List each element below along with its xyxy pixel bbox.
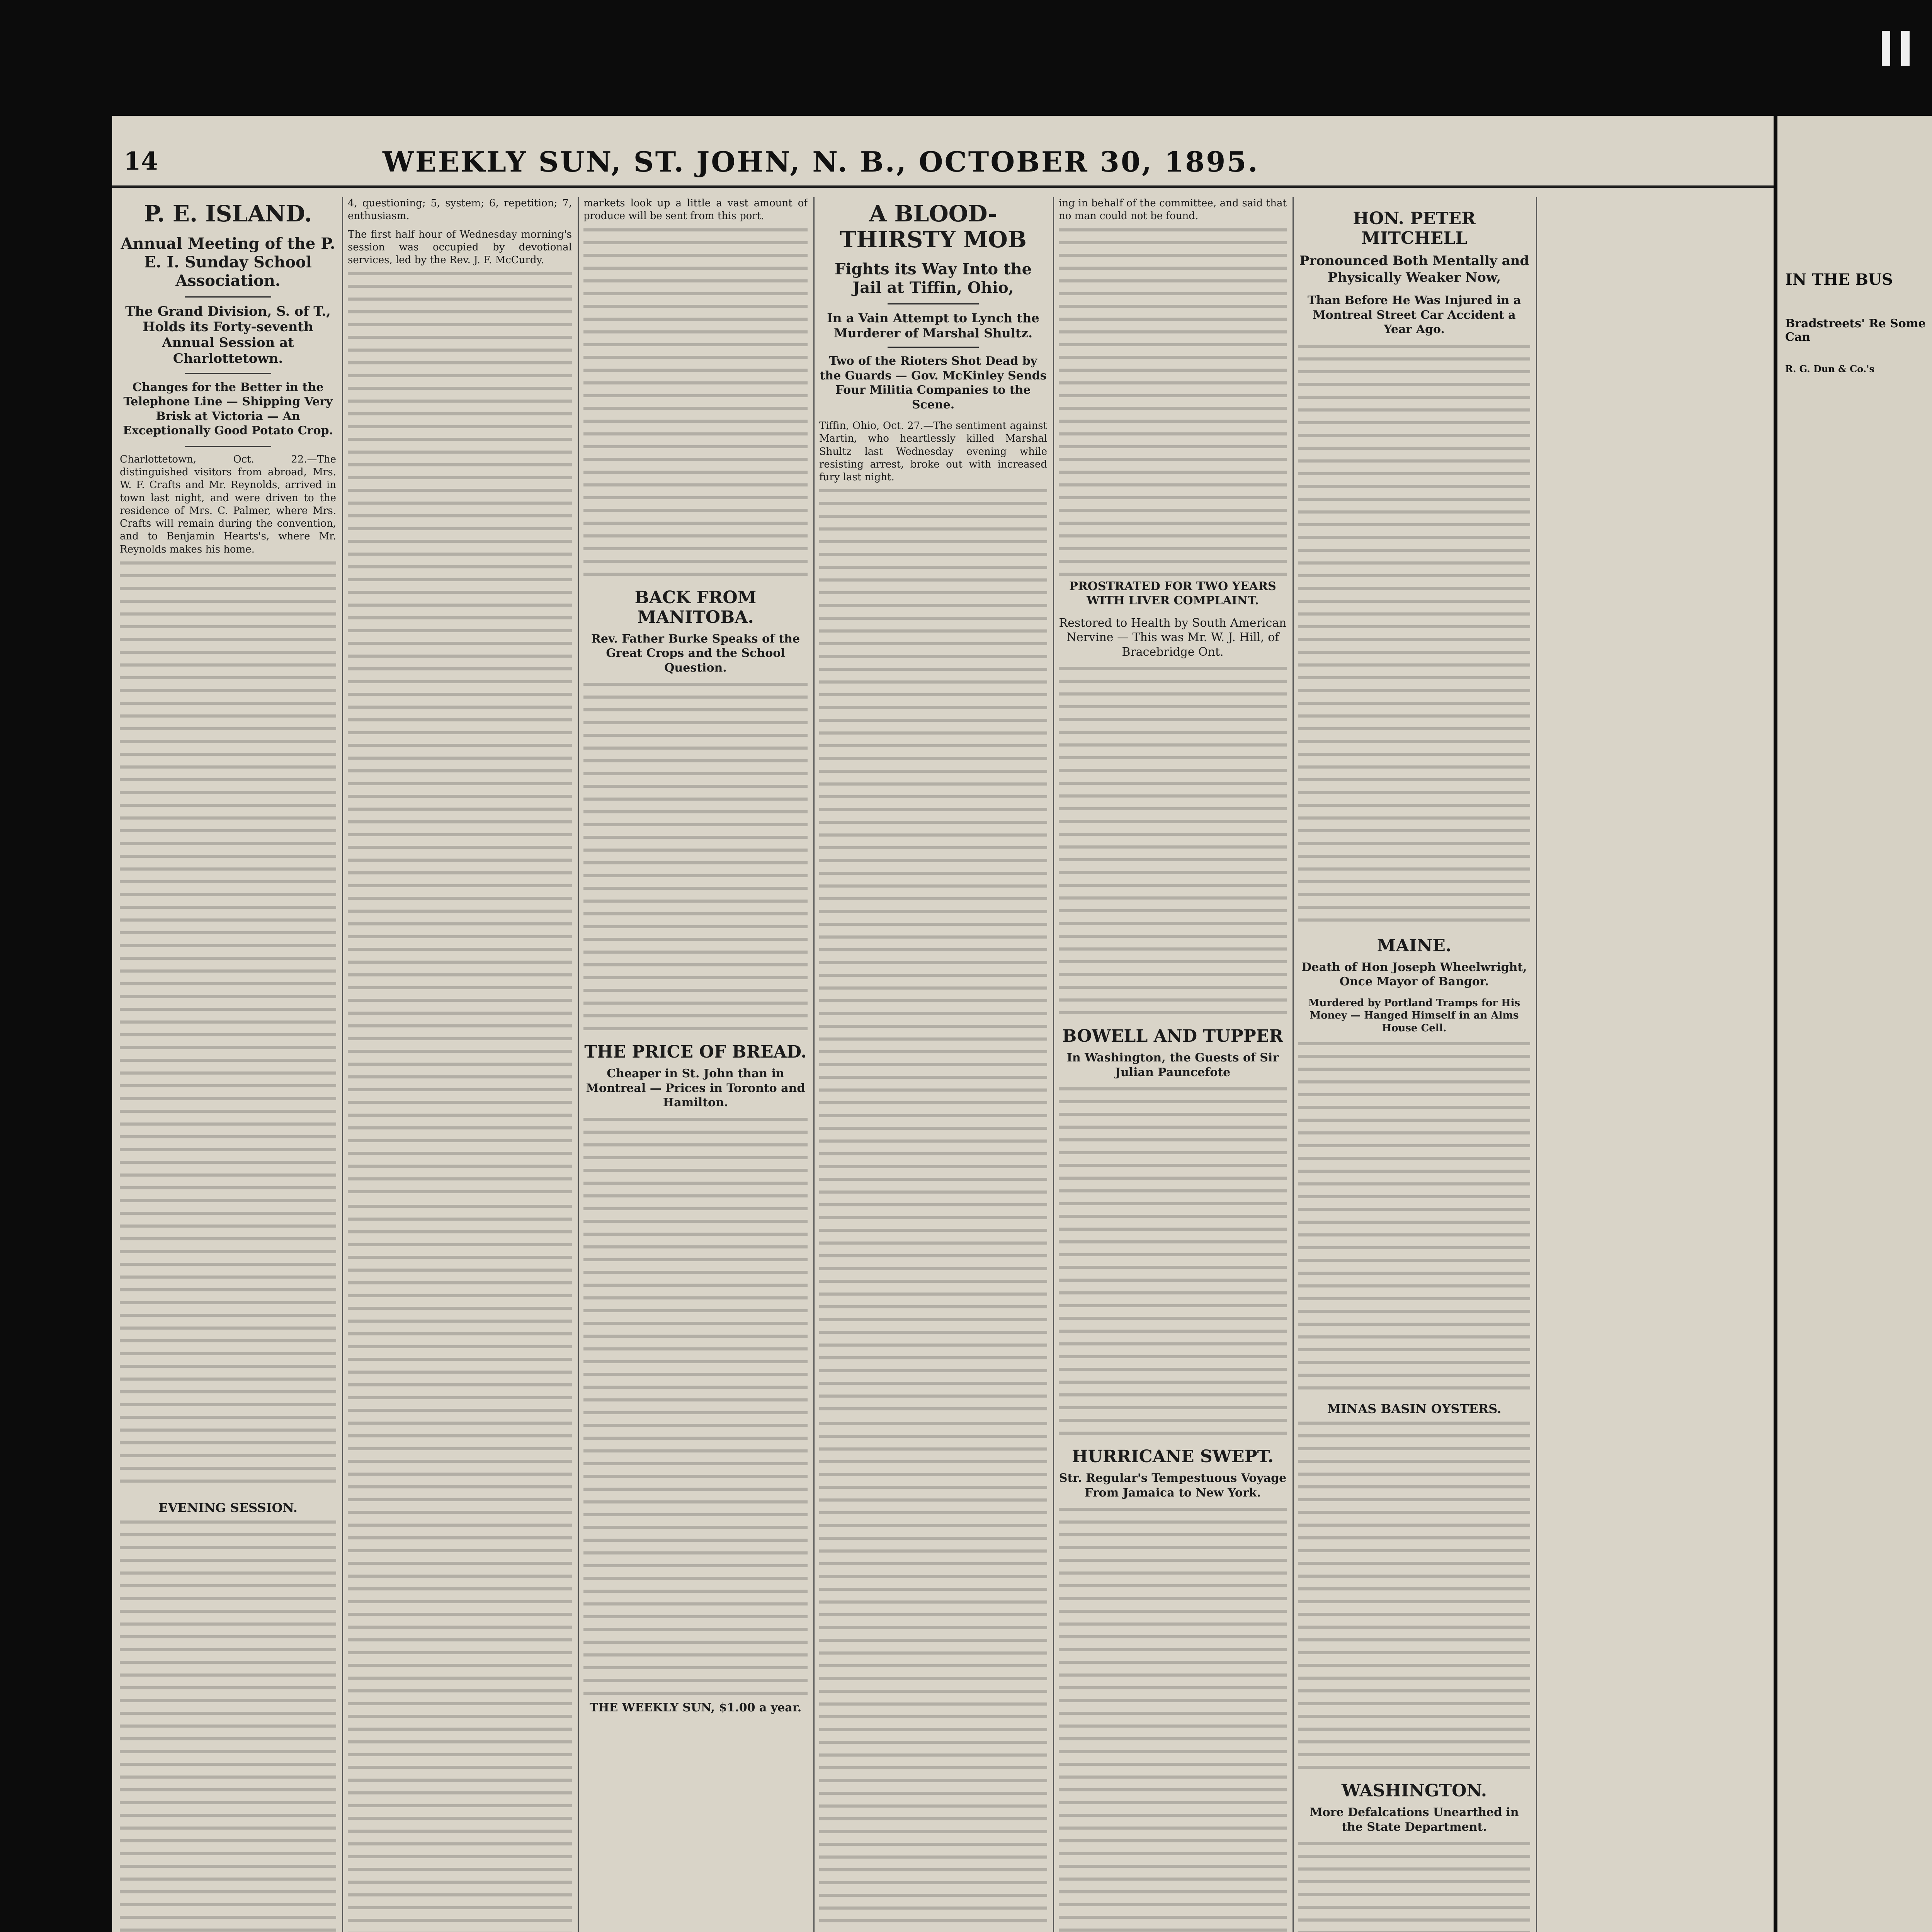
subhead: The Grand Division, S. of T., Holds its Forty-seventh Annual Session at Charlottetown. <box>125 303 331 367</box>
adjacent-subhead: R. G. Dun & Co.'s <box>1785 363 1874 374</box>
subhead: Death of Hon Joseph Wheelwright, Once Mayor of Bangor. <box>1301 960 1527 988</box>
article-text <box>583 228 808 576</box>
article-paragraph: markets look up a little a vast amount of produce will be sent from this port. <box>583 197 808 222</box>
article-text <box>120 561 336 1489</box>
column-1 <box>120 197 336 1932</box>
footer-note: THE WEEKLY SUN, $1.00 a year. <box>589 1701 802 1714</box>
article-text <box>1059 1087 1287 1435</box>
column-2 <box>348 197 572 1932</box>
section-heading: EVENING SESSION. <box>158 1500 298 1515</box>
headline-pe-island: P. E. ISLAND. <box>144 201 312 227</box>
section-heading: MAINE. <box>1377 935 1452 956</box>
article-text <box>1059 1508 1287 1932</box>
section-heading: BOWELL AND TUPPER <box>1062 1026 1283 1046</box>
article-paragraph: 4, questioning; 5, system; 6, repetition; 7, enthusiasm. <box>348 197 572 222</box>
subhead: In Washington, the Guests of Sir Julian Pauncefote <box>1066 1051 1279 1079</box>
column-3 <box>583 197 808 1932</box>
section-heading: WASHINGTON. <box>1341 1781 1487 1801</box>
page-header <box>112 139 1774 188</box>
article-text <box>1298 1422 1530 1769</box>
headline-peter-mitchell: HON. PETER MITCHELL <box>1353 209 1476 248</box>
subhead: Two of the Rioters Shot Dead by the Guards — Gov. McKinley Sends Four Militia Companies to the Scene. <box>820 354 1047 412</box>
subhead: Restored to Health by South American Nervine — This was Mr. W. J. Hill, of Bracebridge Ont. <box>1059 616 1287 659</box>
subhead: Rev. Father Burke Speaks of the Great Crops and the School Question. <box>591 632 800 675</box>
adjacent-headline: IN THE BUS <box>1785 270 1893 289</box>
article-text <box>1298 345 1530 924</box>
article-text <box>1298 1842 1530 1932</box>
article-text <box>348 1205 572 1932</box>
subhead: Annual Meeting of the P. E. I. Sunday School Association. <box>121 234 335 290</box>
section-heading: PROSTRATED FOR TWO YEARS WITH LIVER COMPLAINT. <box>1069 579 1276 608</box>
article-paragraph: Tiffin, Ohio, Oct. 27.—The sentiment against Martin, who heartlessly killed Marshal Shultz last Wednesday evening while resisting arrest, broke out with increased fury last night. <box>819 420 1047 483</box>
headline-blood-thirsty-mob: A BLOOD-THIRSTY MOB <box>840 201 1027 253</box>
newspaper-title: WEEKLY SUN, ST. JOHN, N. B., OCTOBER 30, 1895. <box>383 145 1259 178</box>
subhead: Str. Regular's Tempestuous Voyage From Jamaica to New York. <box>1059 1471 1287 1500</box>
section-heading: MINAS BASIN OYSTERS. <box>1327 1401 1502 1416</box>
article-text <box>819 489 1047 1417</box>
article-paragraph: The first half hour of Wednesday morning's session was occupied by devotional services, led by the Rev. J. F. McCurdy. <box>348 228 572 266</box>
article-text <box>1298 1042 1530 1390</box>
scan-mark <box>1882 31 1890 66</box>
article-text <box>819 1422 1047 1932</box>
article-paragraph: ing in behalf of the committee, and said that no man could not be found. <box>1059 197 1287 222</box>
article-paragraph: Charlottetown, Oct. 22.—The distinguished visitors from abroad, Mrs. W. F. Crafts and Mr. Reynolds, arrived in town last night, and were driven to the residence of Mrs. C. Palmer, where Mrs. Crafts will remain during the convention, and to Benjamin Hearts's, where Mr. Reynolds makes his home. <box>120 453 336 555</box>
article-text <box>1059 228 1287 576</box>
page-number: 14 <box>124 147 158 176</box>
subhead: Pronounced Both Mentally and Physically Weaker Now, <box>1299 253 1529 285</box>
subhead: Than Before He Was Injured in a Montreal Street Car Accident a Year Ago. <box>1307 294 1521 336</box>
subhead: Changes for the Better in the Telephone Line — Shipping Very Brisk at Victoria — An Exceptionally Good Potato Crop. <box>123 380 333 438</box>
subhead: Murdered by Portland Tramps for His Money — Hanged Himself in an Alms House Cell. <box>1308 997 1520 1034</box>
column-4 <box>819 197 1047 1932</box>
subhead: Cheaper in St. John than in Montreal — Prices in Toronto and Hamilton. <box>586 1067 805 1110</box>
newspaper-page <box>112 116 1774 1932</box>
adjacent-page-strip <box>1777 116 1932 1932</box>
section-heading: BACK FROM MANITOBA. <box>634 587 757 627</box>
article-text <box>583 1118 808 1697</box>
article-text <box>1059 667 1287 1015</box>
column-5 <box>1059 197 1287 1932</box>
scan-mark <box>1901 31 1910 66</box>
subhead: Fights its Way Into the Jail at Tiffin, Ohio, <box>834 260 1032 297</box>
adjacent-subhead: Bradstreets' Re Some Can <box>1785 317 1926 344</box>
column-6 <box>1298 197 1530 1932</box>
subhead: In a Vain Attempt to Lynch the Murderer of Marshal Shultz. <box>827 311 1039 340</box>
subhead: More Defalcations Unearthed in the State Department. <box>1310 1806 1519 1834</box>
article-text <box>348 272 572 1199</box>
article-text <box>120 1520 336 1932</box>
section-heading: HURRICANE SWEPT. <box>1071 1447 1274 1467</box>
article-text <box>583 683 808 1031</box>
section-heading: THE PRICE OF BREAD. <box>584 1042 807 1062</box>
